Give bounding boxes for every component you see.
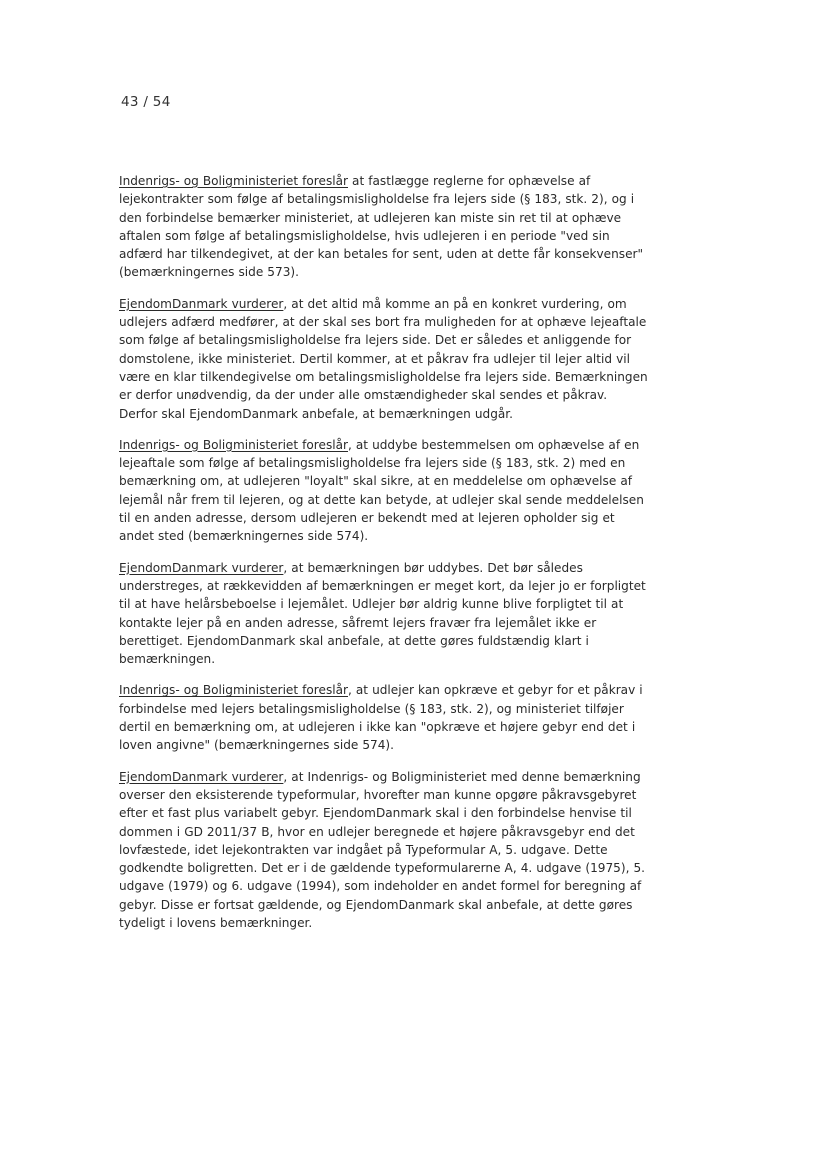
paragraph-lead: Indenrigs- og Boligministeriet foreslår [119, 437, 348, 452]
paragraph-text: , at bemærkningen bør uddybes. Det bør således understreges, at rækkevidden af bemærkningen er meget kort, da lejer jo er forpligtet til at have helårsbeboelse i lejemålet. Udlejer bør aldrig kunne blive forpligtet til at kontakte lejer på en anden adresse, såfremt lejers fravær fra lejemålet ikke er berettiget. EjendomDanmark skal anbefale, at dette gøres fuldstændig klart i bemærkningen. [119, 560, 646, 667]
paragraph-1 [119, 172, 649, 282]
page-number: 43 / 54 [121, 94, 171, 110]
paragraph-3 [119, 436, 649, 546]
paragraph-lead: EjendomDanmark vurderer [119, 560, 284, 575]
paragraph-lead: EjendomDanmark vurderer [119, 296, 284, 311]
paragraph-text: at fastlægge reglerne for ophævelse af lejekontrakter som følge af betalingsmisligholdelse fra lejers side (§ 183, stk. 2), og i den forbindelse bemærker ministeriet, at udlejeren kan miste sin ret til at ophæve aftalen som følge af betalingsmisligholdelse, hvis udlejeren i en periode "ved sin adfærd har tilkendegivet, at der kan betales for sent, uden at dette får konsekvenser" (bemærkningernes side 573). [119, 174, 644, 280]
document-body [119, 172, 649, 945]
paragraph-5 [119, 681, 649, 754]
paragraph-lead: EjendomDanmark vurderer [119, 769, 284, 784]
paragraph-text: , at uddybe bestemmelsen om ophævelse af en lejeaftale som følge af betalingsmisligholdelse fra lejers side (§ 183, stk. 2) med en bemærkning om, at udlejeren "loyalt" skal sikre, at en meddelelse om ophævelse af lejemål når frem til lejeren, og at dette kan betyde, at udlejer skal sende meddelelsen til en anden adresse, dersom udlejeren er bekendt med at lejeren opholder sig et andet sted (bemærkningernes side 574). [119, 437, 644, 544]
paragraph-text: , at det altid må komme an på en konkret vurdering, om udlejers adfærd medfører, at der skal ses bort fra muligheden for at ophæve lejeaftale som følge af betalingsmisligholdelse fra lejers side. Det er således et anliggende for domstolene, ikke ministeriet. Dertil kommer, at et påkrav fra udlejer til lejer altid vil være en klar tilkendegivelse om betalingsmisligholdelse fra lejers side. Bemærkningen er derfor unødvendig, da der under alle omstændigheder skal sendes et påkrav. Derfor skal EjendomDanmark anbefale, at bemærkningen udgår. [119, 296, 648, 421]
paragraph-lead: Indenrigs- og Boligministeriet foreslår [119, 683, 348, 698]
paragraph-4 [119, 559, 649, 669]
paragraph-text: , at Indenrigs- og Boligministeriet med denne bemærkning overser den eksisterende typeformular, hvorefter man kunne opgøre påkravsgebyret efter et fast plus variabelt gebyr. EjendomDanmark skal i den forbindelse henvise til dommen i GD 2011/37 B, hvor en udlejer beregnede et højere påkravsgebyr end det lovfæstede, idet lejekontrakten var indgået på Typeformular A, 5. udgave. Dette godkendte boligretten. Det er i de gældende typeformularerne A, 4. udgave (1975), 5. udgave (1979) og 6. udgave (1994), som indeholder en andet formel for beregning af gebyr. Disse er fortsat gældende, og EjendomDanmark skal anbefale, at dette gøres tydeligt i lovens bemærkninger. [119, 769, 646, 930]
paragraph-lead: Indenrigs- og Boligministeriet foreslår [119, 174, 348, 188]
paragraph-6 [119, 768, 649, 933]
paragraph-text: , at udlejer kan opkræve et gebyr for et påkrav i forbindelse med lejers betalingsmisligholdelse (§ 183, stk. 2), og ministeriet tilføjer dertil en bemærkning om, at udlejeren i ikke kan "opkræve et højere gebyr end det i loven angivne" (bemærkningernes side 574). [119, 683, 643, 753]
paragraph-2 [119, 295, 649, 423]
